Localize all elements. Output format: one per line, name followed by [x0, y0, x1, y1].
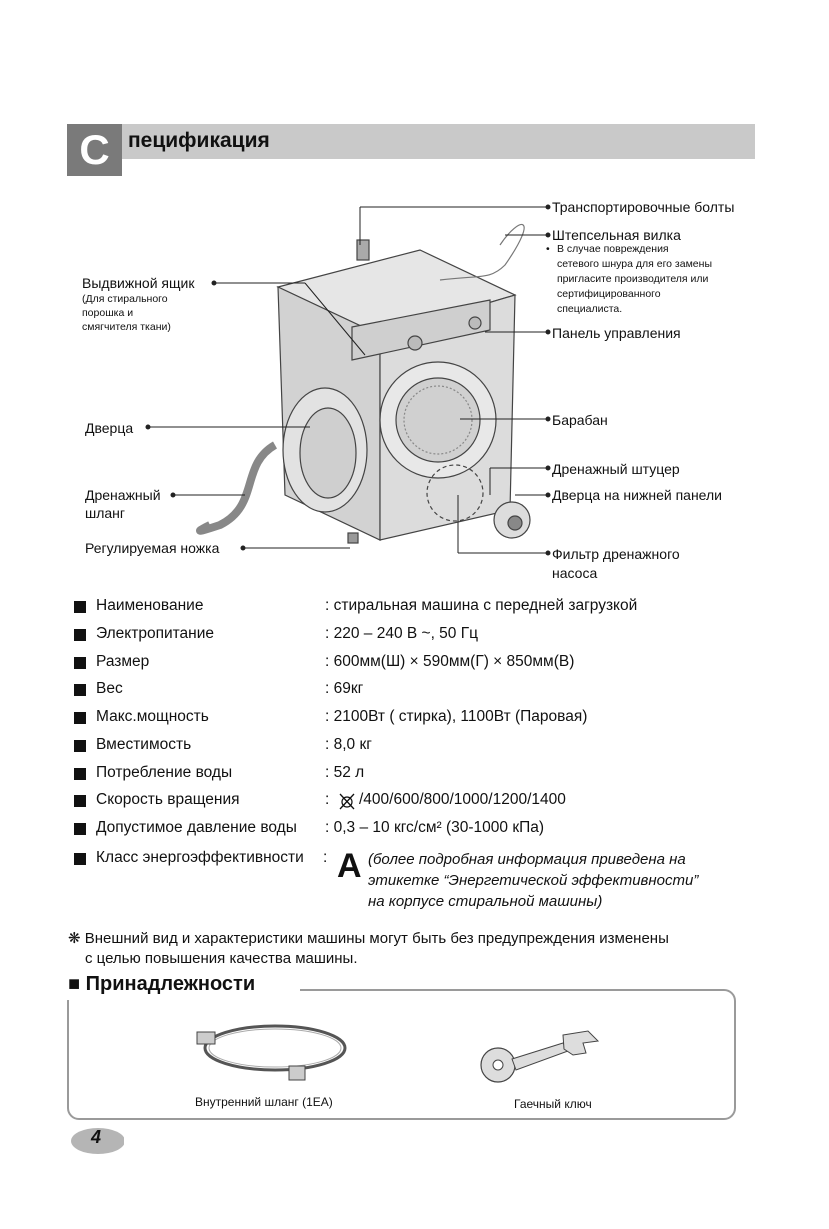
label-adjustable-foot: Регулируемая ножка: [85, 540, 220, 556]
spec-name: Потребление воды: [96, 764, 233, 781]
bullet-square: [74, 823, 86, 835]
label-door: Дверца: [85, 420, 134, 436]
bullet-square: [74, 740, 86, 752]
power-plug-note-5: специалиста.: [557, 303, 623, 315]
label-control-panel: Панель управления: [552, 325, 681, 341]
bullet-square: [74, 601, 86, 613]
label-power-plug: Штепсельная вилка: [552, 227, 681, 243]
power-plug-note-1: В случае повреждения: [557, 243, 669, 255]
disclaimer: [68, 929, 669, 969]
spec-name: Класс энергоэффективности: [96, 849, 304, 866]
spec-name: Размер: [96, 653, 150, 670]
label-transport-bolts: Транспортировочные болты: [552, 199, 735, 215]
spec-value: : 8,0 кг: [325, 736, 372, 753]
accessory-label-wrench: Гаечный ключ: [514, 1097, 592, 1111]
spec-value: : 0,3 – 10 кгс/см² (30-1000 кПа): [325, 819, 545, 836]
accessory-label-hose: Внутренний шланг (1EA): [195, 1095, 333, 1109]
drain-hose-shape: [200, 445, 275, 531]
spec-name: Вес: [96, 680, 123, 697]
spec-value: :: [323, 849, 328, 866]
section-header-initial: С: [67, 124, 122, 176]
drawer-note-2: порошка и: [82, 307, 134, 319]
power-plug-note-4: сертифицированного: [557, 288, 661, 300]
energy-note-line: этикетке “Энергетической эффективности”: [368, 872, 699, 889]
disclaimer-line: с целью повышения качества машины.: [85, 950, 358, 967]
label-drain-hose-2: шланг: [85, 505, 126, 521]
spec-name: Электропитание: [96, 625, 215, 642]
wrench-image: [478, 1025, 608, 1085]
accessories-title: ■ Принадлежности: [68, 973, 256, 995]
label-drain-hose-1: Дренажный: [85, 487, 161, 503]
spec-name: Макс.мощность: [96, 708, 209, 725]
accessories-box: [67, 989, 736, 1120]
bullet-square: [74, 853, 86, 865]
bullet-square: [74, 712, 86, 724]
label-pump-filter-2: насоса: [552, 565, 598, 581]
label-drum: Барабан: [552, 412, 608, 428]
spec-value: : 2100Вт ( стирка), 1100Вт (Паровая): [325, 708, 588, 725]
energy-note: [368, 849, 698, 912]
spec-value: :: [325, 791, 330, 808]
inlet-hose-image: [185, 1010, 355, 1090]
spec-value: : стиральная машина с передней загрузкой: [325, 597, 638, 614]
spec-name: Скорость вращения: [96, 791, 240, 808]
page-number: 4: [91, 1127, 102, 1147]
energy-note-line: на корпусе стиральной машины): [368, 893, 603, 910]
no-spin-icon: [338, 792, 356, 810]
drawer-note-3: смягчителя ткани): [82, 321, 171, 333]
spec-name: Наименование: [96, 597, 204, 614]
power-plug-note-2: сетевого шнура для его замены: [557, 258, 712, 270]
drawer-note-1: (Для стирального: [82, 293, 168, 305]
bullet-square: [74, 629, 86, 641]
bullet-square: [74, 657, 86, 669]
spec-name: Допустимое давление воды: [96, 819, 297, 836]
power-plug-note-bullet: •: [546, 243, 550, 255]
bullet-square: [74, 768, 86, 780]
spec-value: : 600мм(Ш) × 590мм(Г) × 850мм(В): [325, 653, 575, 670]
section-title: пецификация: [128, 129, 270, 152]
bullet-square: [74, 684, 86, 696]
spec-name: Вместимость: [96, 736, 192, 753]
energy-class-badge: A: [337, 847, 362, 885]
label-lower-door: Дверца на нижней панели: [552, 487, 722, 503]
spec-value: : 52 л: [325, 764, 365, 781]
bullet-square: [74, 795, 86, 807]
spec-value: : 69кг: [325, 680, 364, 697]
power-plug-note-3: пригласите производителя или: [557, 273, 709, 285]
disclaimer-line: ❋ Внешний вид и характеристики машины могут быть без предупреждения изменены: [68, 930, 669, 947]
label-drawer: Выдвижной ящик: [82, 275, 195, 291]
label-drain-nozzle: Дренажный штуцер: [552, 461, 680, 477]
spec-value: : 220 – 240 В ~, 50 Гц: [325, 625, 479, 642]
energy-note-line: (более подробная информация приведена на: [368, 851, 686, 868]
spin-speed-values: /400/600/800/1000/1200/1400: [359, 791, 566, 808]
drum-shape: [396, 378, 480, 462]
label-pump-filter-1: Фильтр дренажного: [552, 546, 680, 562]
